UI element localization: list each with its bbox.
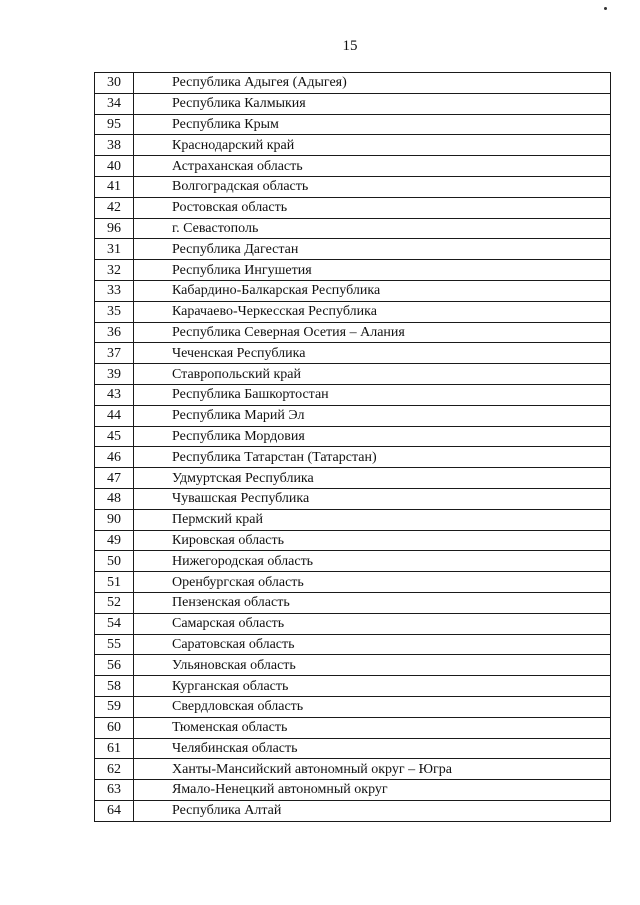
table-row: [95, 655, 611, 676]
region-code-cell: 31: [95, 239, 134, 260]
table-row: [95, 197, 611, 218]
table-row: [95, 260, 611, 281]
table-row: [95, 717, 611, 738]
region-name-cell: Пермский край: [134, 509, 611, 530]
region-code-cell: 59: [95, 696, 134, 717]
region-code-cell: 46: [95, 447, 134, 468]
region-name-cell: Оренбургская область: [134, 572, 611, 593]
region-code-cell: 56: [95, 655, 134, 676]
region-name-cell: Ямало-Ненецкий автономный округ: [134, 780, 611, 801]
region-name-cell: Республика Алтай: [134, 800, 611, 821]
region-name-cell: Республика Адыгея (Адыгея): [134, 73, 611, 94]
region-code-cell: 61: [95, 738, 134, 759]
region-name-cell: Краснодарский край: [134, 135, 611, 156]
region-code-cell: 33: [95, 280, 134, 301]
table-row: [95, 530, 611, 551]
region-code-cell: 50: [95, 551, 134, 572]
scan-artifact-dot: [604, 7, 607, 10]
region-name-cell: Республика Башкортостан: [134, 384, 611, 405]
table-row: [95, 301, 611, 322]
region-name-cell: Волгоградская область: [134, 176, 611, 197]
table-row: [95, 572, 611, 593]
region-name-cell: Кировская область: [134, 530, 611, 551]
region-name-cell: Ростовская область: [134, 197, 611, 218]
region-code-cell: 48: [95, 488, 134, 509]
region-code-cell: 47: [95, 468, 134, 489]
table-row: [95, 280, 611, 301]
table-row: [95, 218, 611, 239]
table-row: [95, 93, 611, 114]
table-row: [95, 488, 611, 509]
region-name-cell: Удмуртская Республика: [134, 468, 611, 489]
region-name-cell: Ставропольский край: [134, 364, 611, 385]
table-row: [95, 426, 611, 447]
table-row: [95, 800, 611, 821]
region-name-cell: Самарская область: [134, 613, 611, 634]
table-row: [95, 405, 611, 426]
region-code-cell: 58: [95, 676, 134, 697]
region-name-cell: Курганская область: [134, 676, 611, 697]
region-code-cell: 64: [95, 800, 134, 821]
region-name-cell: Республика Калмыкия: [134, 93, 611, 114]
region-name-cell: Чеченская Республика: [134, 343, 611, 364]
region-name-cell: Республика Марий Эл: [134, 405, 611, 426]
region-code-cell: 36: [95, 322, 134, 343]
region-code-cell: 34: [95, 93, 134, 114]
region-code-cell: 32: [95, 260, 134, 281]
region-name-cell: Кабардино-Балкарская Республика: [134, 280, 611, 301]
region-code-cell: 35: [95, 301, 134, 322]
region-code-cell: 38: [95, 135, 134, 156]
region-code-cell: 44: [95, 405, 134, 426]
region-code-cell: 63: [95, 780, 134, 801]
region-name-cell: Свердловская область: [134, 696, 611, 717]
region-name-cell: Тюменская область: [134, 717, 611, 738]
region-code-cell: 40: [95, 156, 134, 177]
region-code-cell: 54: [95, 613, 134, 634]
region-code-cell: 43: [95, 384, 134, 405]
region-code-cell: 95: [95, 114, 134, 135]
table-row: [95, 384, 611, 405]
region-name-cell: Челябинская область: [134, 738, 611, 759]
region-code-cell: 49: [95, 530, 134, 551]
table-row: [95, 176, 611, 197]
table-row: [95, 468, 611, 489]
region-code-cell: 51: [95, 572, 134, 593]
region-name-cell: Саратовская область: [134, 634, 611, 655]
region-name-cell: Республика Крым: [134, 114, 611, 135]
region-name-cell: г. Севастополь: [134, 218, 611, 239]
region-name-cell: Республика Татарстан (Татарстан): [134, 447, 611, 468]
regions-table-body: [95, 73, 611, 822]
table-row: [95, 634, 611, 655]
region-code-cell: 41: [95, 176, 134, 197]
region-code-cell: 60: [95, 717, 134, 738]
table-row: [95, 343, 611, 364]
table-row: [95, 551, 611, 572]
region-name-cell: Чувашская Республика: [134, 488, 611, 509]
regions-table: [94, 72, 611, 822]
table-row: [95, 780, 611, 801]
table-row: [95, 322, 611, 343]
table-row: [95, 738, 611, 759]
region-name-cell: Республика Северная Осетия – Алания: [134, 322, 611, 343]
region-code-cell: 62: [95, 759, 134, 780]
table-row: [95, 696, 611, 717]
region-code-cell: 39: [95, 364, 134, 385]
region-name-cell: Республика Дагестан: [134, 239, 611, 260]
table-row: [95, 676, 611, 697]
table-row: [95, 759, 611, 780]
region-name-cell: Ульяновская область: [134, 655, 611, 676]
region-name-cell: Республика Мордовия: [134, 426, 611, 447]
table-row: [95, 73, 611, 94]
table-row: [95, 613, 611, 634]
region-code-cell: 52: [95, 592, 134, 613]
region-code-cell: 42: [95, 197, 134, 218]
region-code-cell: 96: [95, 218, 134, 239]
page-number: 15: [342, 38, 358, 54]
region-name-cell: Республика Ингушетия: [134, 260, 611, 281]
region-name-cell: Астраханская область: [134, 156, 611, 177]
region-code-cell: 30: [95, 73, 134, 94]
region-code-cell: 37: [95, 343, 134, 364]
region-name-cell: Ханты-Мансийский автономный округ – Югра: [134, 759, 611, 780]
table-row: [95, 592, 611, 613]
region-name-cell: Карачаево-Черкесская Республика: [134, 301, 611, 322]
region-code-cell: 90: [95, 509, 134, 530]
region-name-cell: Пензенская область: [134, 592, 611, 613]
table-row: [95, 114, 611, 135]
region-code-cell: 45: [95, 426, 134, 447]
table-row: [95, 135, 611, 156]
region-name-cell: Нижегородская область: [134, 551, 611, 572]
table-row: [95, 364, 611, 385]
table-row: [95, 239, 611, 260]
region-code-cell: 55: [95, 634, 134, 655]
table-row: [95, 447, 611, 468]
table-row: [95, 156, 611, 177]
table-row: [95, 509, 611, 530]
